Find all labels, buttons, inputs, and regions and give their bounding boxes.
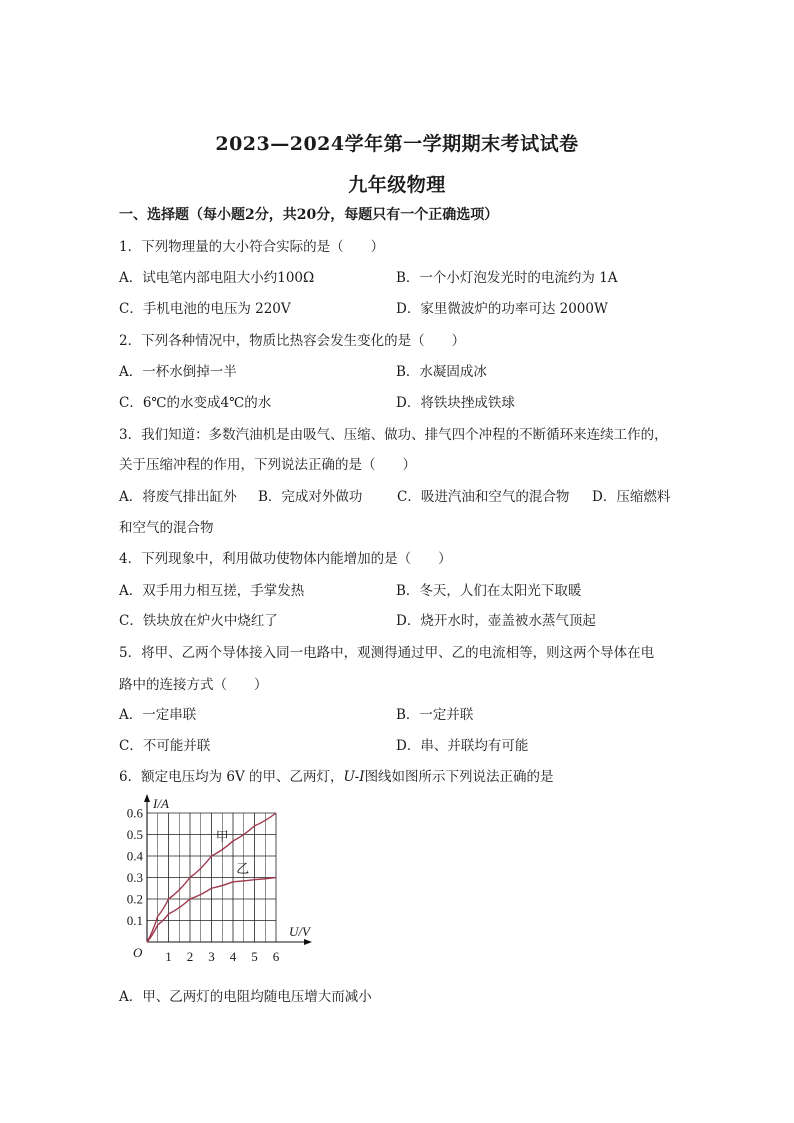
q1-option-b[interactable]: B．一个小灯泡发光时的电流约为 1A: [396, 270, 618, 286]
q4-option-a[interactable]: A．双手用力相互搓，手掌发热: [119, 583, 305, 599]
x-tick-label: 1: [165, 949, 172, 964]
q4-option-d[interactable]: D．烧开水时，壶盖被水蒸气顶起: [396, 613, 596, 629]
section-heading: 一、选择题（每小题2分，共20分，每题只有一个正确选项）: [119, 207, 499, 223]
y-axis-label: I/A: [153, 796, 169, 811]
question-3-stem-line2: 关于压缩冲程的作用，下列说法正确的是（ ）: [119, 457, 416, 473]
q3-option-a[interactable]: A．将废气排出缸外: [119, 489, 237, 505]
q2-option-b[interactable]: B．水凝固成冰: [396, 364, 487, 380]
q1-option-a[interactable]: A．试电笔内部电阻大小约100Ω: [119, 270, 315, 286]
series-label-jia: 甲: [215, 829, 229, 845]
question-5-stem-line1: 5．将甲、乙两个导体接入同一电路中，观测得通过甲、乙的电流相等，则这两个导体在电: [119, 645, 655, 661]
series-label-yi: 乙: [236, 862, 250, 878]
y-tick-label: 0.2: [126, 891, 143, 907]
q4-option-b[interactable]: B．冬天，人们在太阳光下取暖: [396, 583, 582, 599]
q2-option-a[interactable]: A．一杯水倒掉一半: [119, 364, 237, 380]
q5-option-c[interactable]: C．不可能并联: [119, 738, 211, 754]
q2-option-c[interactable]: C．6℃的水变成4℃的水: [119, 395, 272, 411]
q1-option-d[interactable]: D．家里微波炉的功率可达 2000W: [396, 301, 608, 317]
ui-graph: [115, 790, 325, 980]
y-tick-label: 0.3: [126, 870, 143, 885]
exam-subtitle: 九年级物理: [348, 174, 446, 196]
graph-ticks: [127, 806, 280, 965]
question-6-stem: [119, 768, 554, 786]
x-tick-label: 4: [229, 949, 237, 964]
question-4-stem: 4．下列现象中，利用做功使物体内能增加的是（ ）: [119, 551, 452, 567]
y-tick-label: 0.6: [126, 805, 143, 821]
q6-stem-prefix: 6．额定电压均为 6V 的甲、乙两灯，: [119, 769, 344, 785]
y-tick-label: 0.4: [126, 848, 143, 864]
q3-option-b[interactable]: B．完成对外做功: [258, 489, 363, 505]
q5-option-a[interactable]: A．一定串联: [119, 707, 197, 723]
exam-title: 2023—2024学年第一学期期末考试试卷: [215, 133, 579, 155]
y-tick-label: 0.5: [126, 827, 143, 842]
question-3-stem-line1: 3．我们知道：多数汽油机是由吸气、压缩、做功、排气四个冲程的不断循环来连续工作的，: [119, 427, 668, 443]
q6-stem-suffix: 图线如图所示下列说法正确的是: [364, 769, 554, 785]
graph-axes: [144, 794, 312, 945]
x-tick-label: 2: [186, 949, 194, 964]
question-2-stem: 2．下列各种情况中，物质比热容会发生变化的是（ ）: [119, 333, 466, 349]
y-axis-arrow: [144, 794, 150, 802]
origin-label: O: [133, 945, 143, 960]
x-tick-label: 3: [208, 949, 215, 964]
question-1-stem: 1．下列物理量的大小符合实际的是（ ）: [119, 239, 385, 255]
x-axis-arrow: [304, 939, 312, 945]
q5-option-d[interactable]: D．串、并联均有可能: [396, 738, 529, 754]
graph-grid: [147, 813, 276, 942]
y-tick-label: 0.1: [126, 913, 143, 928]
q4-option-c[interactable]: C．铁块放在炉火中烧红了: [119, 613, 278, 629]
x-tick-label: 5: [251, 949, 258, 964]
q1-option-c[interactable]: C．手机电池的电压为 220V: [119, 301, 291, 317]
q5-option-b[interactable]: B．一定并联: [396, 707, 474, 723]
question-5-stem-line2: 路中的连接方式（ ）: [119, 677, 268, 693]
x-tick-label: 6: [272, 949, 280, 964]
q6-stem-variable: U-I: [343, 769, 365, 785]
x-axis-label: U/V: [289, 924, 310, 939]
q6-option-a[interactable]: A．甲、乙两灯的电阻均随电压增大而减小: [119, 989, 372, 1005]
q2-option-d[interactable]: D．将铁块挫成铁球: [396, 395, 515, 411]
q3-option-d-continued: 和空气的混合物: [119, 520, 214, 536]
q3-option-c[interactable]: C．吸进汽油和空气的混合物: [397, 489, 570, 505]
q3-option-d[interactable]: D．压缩燃料: [592, 489, 671, 505]
